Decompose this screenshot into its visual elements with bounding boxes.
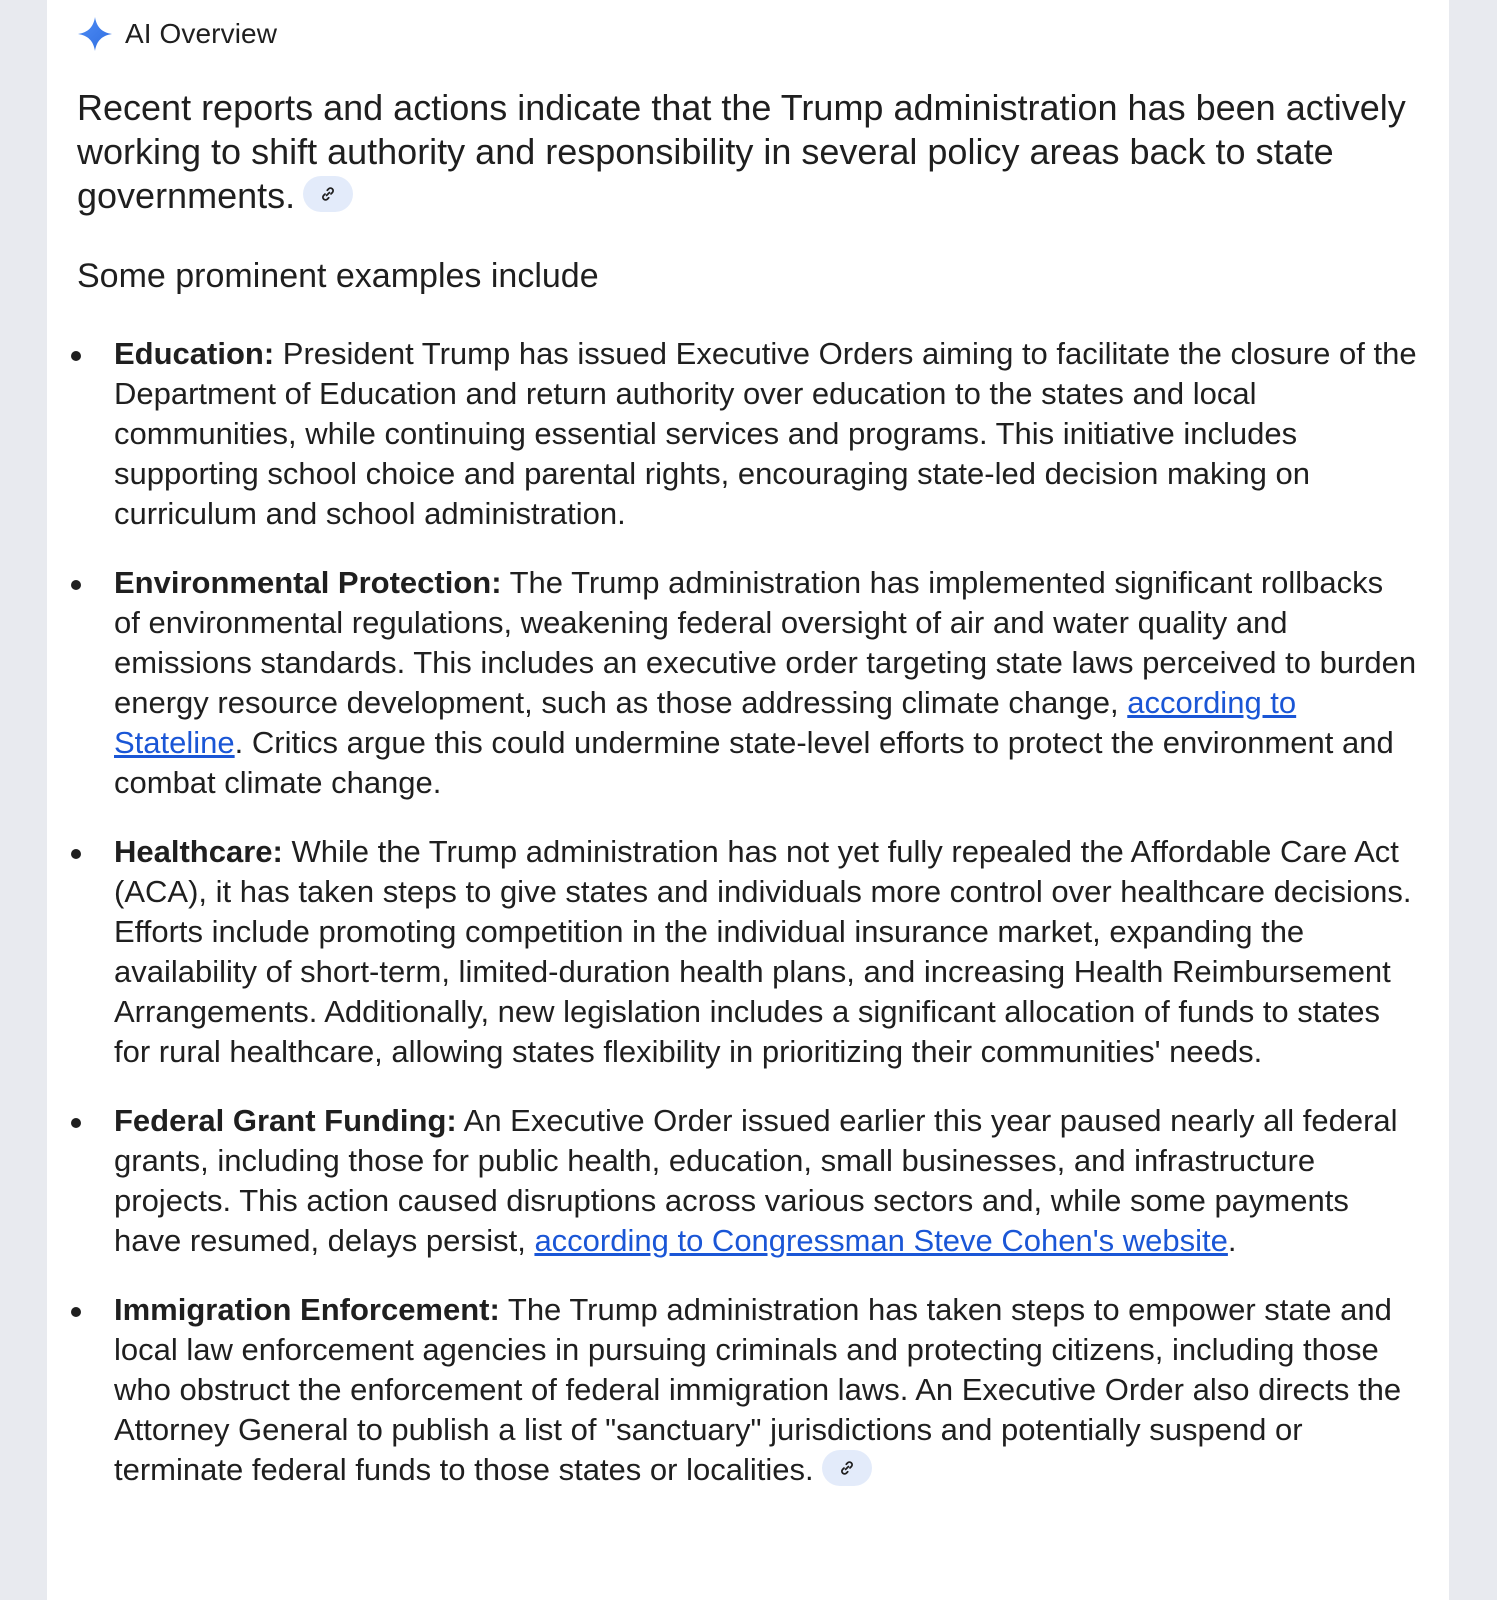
source-link-chip[interactable] (303, 176, 353, 212)
intro-text: Recent reports and actions indicate that the Trump administration has been actively working to shift authority and responsibility in several policy areas back to state governments. (77, 87, 1406, 216)
link-icon (319, 185, 337, 203)
source-link-chip[interactable] (822, 1450, 872, 1486)
list-item-education (77, 334, 1417, 534)
intro-paragraph (77, 86, 1417, 218)
sparkle-icon (77, 16, 113, 52)
list-item-immigration-enforcement (77, 1290, 1417, 1490)
item-term: Federal Grant Funding: (114, 1103, 457, 1138)
item-text: . Critics argue this could undermine state-level efforts to protect the environment and combat climate change. (114, 725, 1394, 800)
list-item-healthcare (77, 832, 1417, 1072)
ai-overview-title: AI Overview (125, 18, 278, 49)
item-text: An Executive Order issued earlier this year paused nearly all federal grants, including those for public health, education, small businesses, and infrastructure projects. This action caused disruptions across various sectors and, while some payments have resumed, delays persist, (114, 1103, 1398, 1258)
examples-subheading: Some prominent examples include (77, 257, 599, 295)
cohen-website-source-link[interactable]: according to Congressman Steve Cohen's website (534, 1223, 1228, 1258)
item-term: Immigration Enforcement: (114, 1292, 500, 1327)
item-term: Education: (114, 336, 275, 371)
item-text: President Trump has issued Executive Orders aiming to facilitate the closure of the Department of Education and return authority over education to the states and local communities, while continuing essential services and programs. This initiative includes supporting school choice and parental rights, encouraging state-led decision making on curriculum and school administration. (114, 336, 1417, 531)
item-text: While the Trump administration has not yet fully repealed the Affordable Care Act (ACA), it has taken steps to give states and individuals more control over healthcare decisions. Efforts include promoting competition in the individual insurance market, expanding the availability of short-term, limited-duration health plans, and increasing Health Reimbursement Arrangements. Additionally, new legislation includes a significant allocation of funds to states for rural healthcare, allowing states flexibility in prioritizing their communities' needs. (114, 834, 1412, 1069)
list-item-environmental-protection (77, 563, 1417, 803)
examples-list (77, 334, 1417, 1490)
ai-overview-header (77, 0, 1417, 68)
item-term: Healthcare: (114, 834, 283, 869)
ai-overview-card (47, 0, 1449, 1600)
item-text: The Trump administration has implemented significant rollbacks of environmental regulations, weakening federal oversight of air and water quality and emissions standards. This includes an executive order targeting state laws perceived to burden energy resource development, such as those addressing climate change, (114, 565, 1417, 720)
list-item-federal-grant-funding (77, 1101, 1417, 1261)
item-text: The Trump administration has taken steps to empower state and local law enforcement agencies in pursuing criminals and protecting citizens, including those who obstruct the enforcement of federal immigration laws. An Executive Order also directs the Attorney General to publish a list of "sanctuary" jurisdictions and potentially suspend or terminate federal funds to those states or localities. (114, 1292, 1402, 1487)
item-term: Environmental Protection: (114, 565, 502, 600)
item-text: . (1227, 1223, 1237, 1258)
link-icon (838, 1459, 856, 1477)
stateline-source-link[interactable]: according to Stateline (114, 685, 1297, 760)
